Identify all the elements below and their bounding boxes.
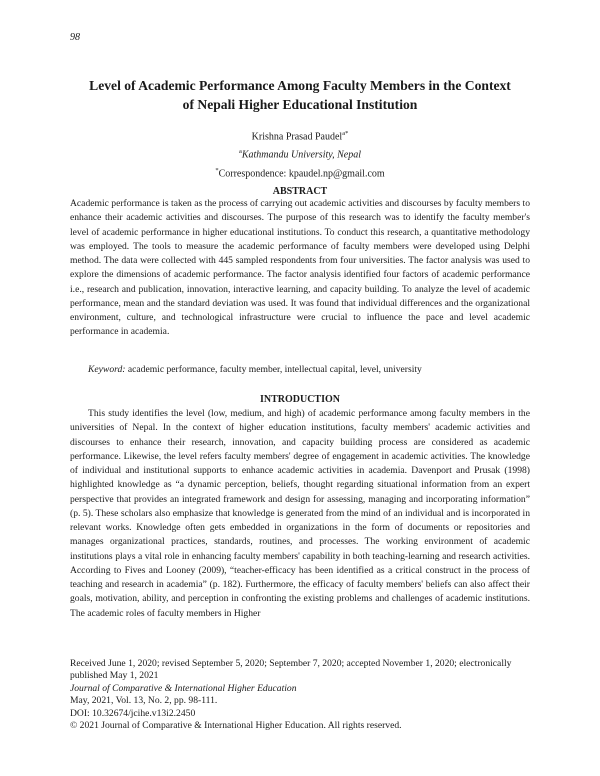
copyright: © 2021 Journal of Comparative & International Higher Education. All rights reserved. (70, 720, 402, 732)
abstract-text: Academic performance is taken as the process of carrying out academic activities and discourses by faculty members to enhance their academic activities and discourses. The purpose of this research was to identify the faculty member's level of academic performance in higher educational institutions. To conduct this research, a quantitative methodology was employed. The tools to measure the academic performance of faculty members were developed using Delphi method. The data were collected with 445 sampled respondents from four universities. The factor analysis was used to explore the dimensions of academic performance. The factor analysis identified four factors of academic performance i.e., research and publication, innovation, interactive learning, and capacity building. To analyze the level of academic performance, mean and the standard deviation was used. It was found that individual differences and the organizational environment, culture, and technological infrastructure were crucial to influence the pace and level academic performance in academia. (70, 198, 530, 338)
author-name-line (60, 126, 540, 144)
page-number: 98 (70, 32, 80, 43)
author-affiliation-line (60, 144, 540, 162)
keywords-list: academic performance, faculty member, intellectual capital, level, university (125, 364, 422, 375)
introduction-text: This study identifies the level (low, medium, and high) of academic performance among faculty members in the universities of Nepal. In the context of higher education institutions, faculty members' academic activities and discourses to enhance their research, innovation, and capacity building process are considered as academic performance. Likewise, the level refers faculty members' degree of engagement in academic activities. The knowledge of individual and institutional supports to enhance academic activities in academia. Davenport and Prusak (1998) highlighted knowledge as “a dynamic perception, beliefs, thought regarding situational information from an expert perspective that provides an integrated framework and design for assessing, managing and incorporating information” (p. 5). These scholars also emphasize that knowledge is generated from the mind of an individual and is incorporated in relevant works. Knowledge often gets embedded in organizations in the form of documents or repositories and manages organizational practices, standards, routines, and processes. The working environment of academic institutions plays a vital role in enhancing faculty members' capability in both teaching-learning and research activities. According to Fives and Looney (2009), “teacher-efficacy has been identified as a critical construct in the process of teaching and research in academia” (p. 182). Furthermore, the efficacy of faculty members' beliefs can also affect their goals, motivation, ability, and perception in confronting the existing problems and challenges of academic institutions. The academic roles of faculty members in Higher (70, 408, 530, 619)
author-affiliation: Kathmandu University, Nepal (241, 149, 362, 161)
received-dates: Received June 1, 2020; revised September 5, 2020; September 7, 2020; accepted November 1, 2020; electronically published May 1, 2021 (70, 658, 512, 682)
author-name-sup: a* (342, 130, 349, 137)
doi: DOI: 10.32674/jcihe.v13i2.2450 (70, 707, 196, 719)
journal-name: Journal of Comparative & International Higher Education (70, 682, 297, 694)
correspondence-line (60, 163, 540, 181)
title-line-1: Level of Academic Performance Among Faculty Members in the Context (89, 78, 511, 93)
introduction-heading: INTRODUCTION (259, 394, 340, 405)
abstract-heading: ABSTRACT (272, 186, 328, 197)
author-block (60, 126, 540, 181)
correspondence-sup: * (215, 166, 219, 174)
author-name: Krishna Prasad Paudel (251, 131, 343, 143)
correspondence-email: Correspondence: kpaudel.np@gmail.com (218, 167, 385, 179)
keywords-label: Keyword: (88, 364, 126, 375)
affiliation-sup: a (238, 148, 242, 156)
paper-title (60, 76, 540, 114)
keywords-line (70, 363, 530, 377)
issue-info: May, 2021, Vol. 13, No. 2, pp. 98-111. (70, 695, 218, 707)
title-line-2: of Nepali Higher Educational Institution (182, 97, 418, 112)
article-footer (70, 658, 540, 732)
